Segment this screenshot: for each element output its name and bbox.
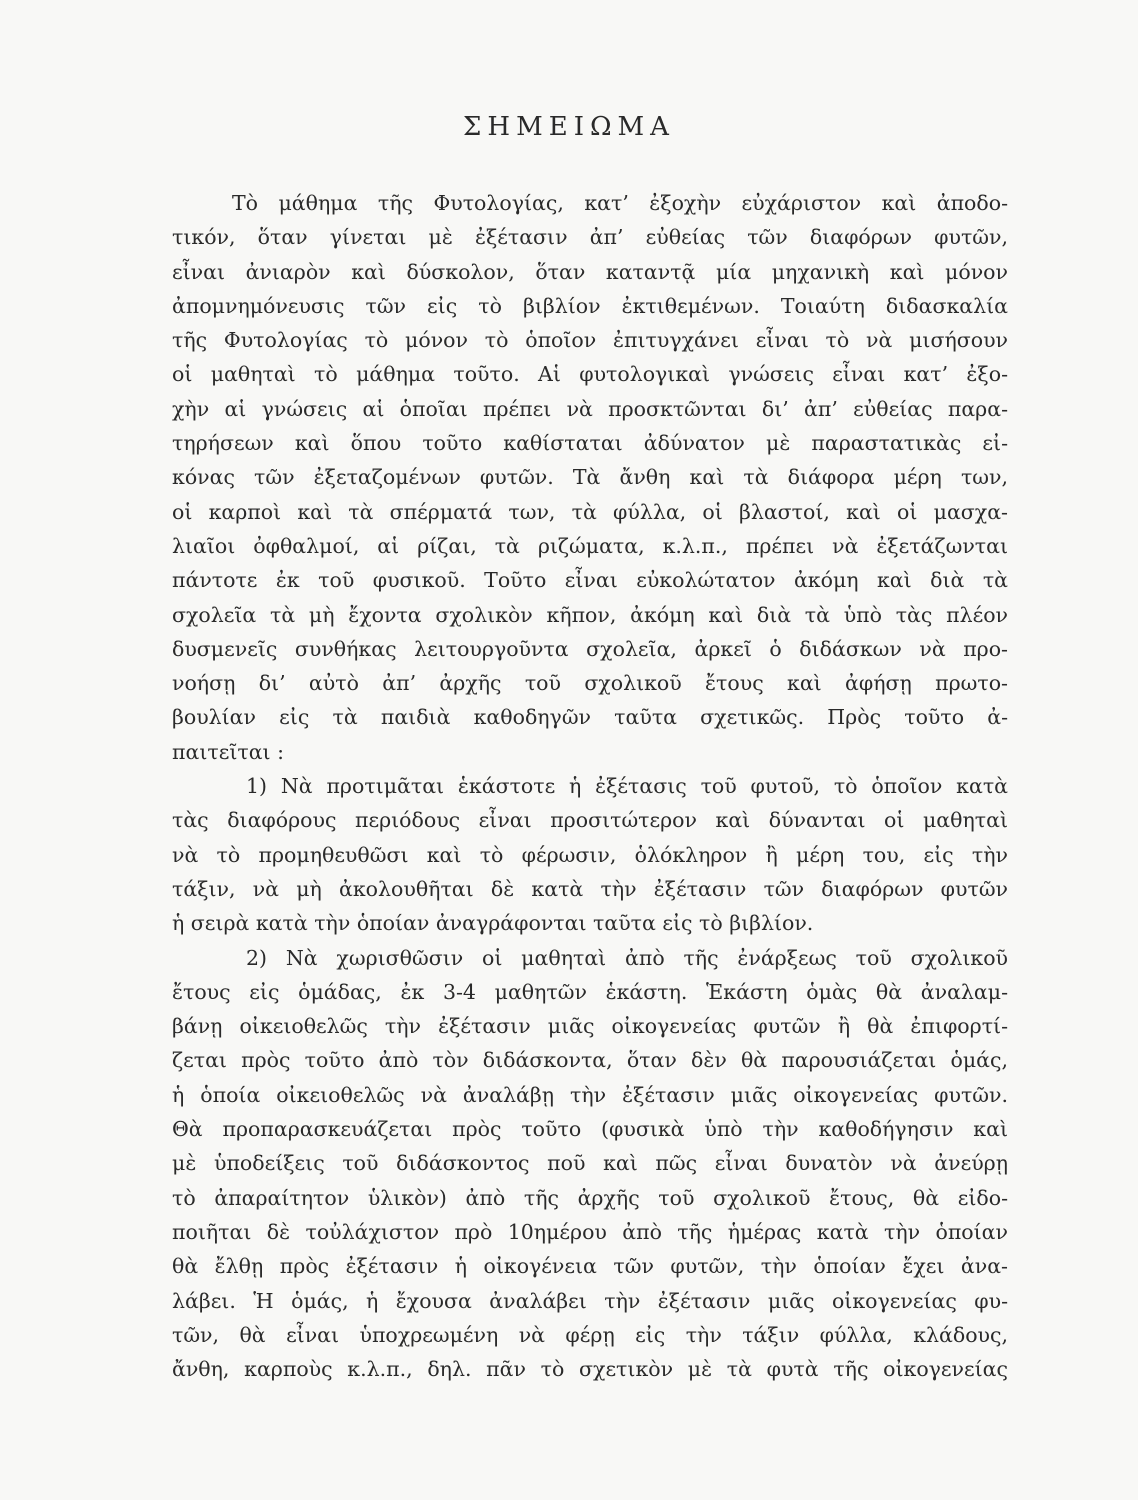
text-line: ἡ ὁποία οἰκειοθελῶς νὰ ἀναλάβῃ τὴν ἐξέτασιν μιᾶς οἰκογενείας φυτῶν. (172, 1082, 1008, 1107)
text-line: 1) Νὰ προτιμᾶται ἑκάστοτε ἡ ἐξέτασις τοῦ φυτοῦ, τὸ ὁποῖον κατὰ (246, 774, 1008, 799)
text-line: ἔτους εἰς ὁμάδας, ἐκ 3-4 μαθητῶν ἑκάστη. Ἑκάστη ὁμὰς θὰ ἀναλαμ- (172, 979, 1008, 1004)
text-line: μὲ ὑποδείξεις τοῦ διδάσκοντος ποῦ καὶ πῶς εἶναι δυνατὸν νὰ ἀνεύρῃ (172, 1151, 1008, 1176)
text-line: Θὰ προπαρασκευάζεται πρὸς τοῦτο (φυσικὰ ὑπὸ τὴν καθοδήγησιν καὶ (172, 1117, 1008, 1142)
text-line: βάνῃ οἰκειοθελῶς τὴν ἐξέτασιν μιᾶς οἰκογενείας φυτῶν ἢ θὰ ἐπιφορτί- (172, 1014, 1008, 1039)
text-line: παιτεῖται : (172, 739, 284, 764)
text-line: 2) Νὰ χωρισθῶσιν οἱ μαθηταὶ ἀπὸ τῆς ἐνάρξεως τοῦ σχολικοῦ (246, 945, 1008, 970)
text-line: βουλίαν εἰς τὰ παιδιὰ καθοδηγῶν ταῦτα σχετικῶς. Πρὸς τοῦτο ἀ- (172, 705, 1008, 730)
text-line: οἱ μαθηταὶ τὸ μάθημα τοῦτο. Αἱ φυτολογικαὶ γνώσεις εἶναι κατ’ ἐξο- (172, 362, 1008, 387)
text-line: ἀπομνημόνευσις τῶν εἰς τὸ βιβλίον ἐκτιθεμένων. Τοιαύτη διδασκαλία (172, 293, 1008, 318)
text-line: λιαῖοι ὀφθαλμοί, αἱ ρίζαι, τὰ ριζώματα, κ.λ.π., πρέπει νὰ ἐξετάζωνται (172, 533, 1008, 558)
text-line: κόνας τῶν ἐξεταζομένων φυτῶν. Τὰ ἄνθη καὶ τὰ διάφορα μέρη των, (172, 465, 1008, 490)
text-line: ζεται πρὸς τοῦτο ἀπὸ τὸν διδάσκοντα, ὅταν δὲν θὰ παρουσιάζεται ὁμάς, (172, 1048, 1008, 1073)
text-line: πάντοτε ἐκ τοῦ φυσικοῦ. Τοῦτο εἶναι εὐκολώτατον ἀκόμη καὶ διὰ τὰ (172, 568, 1008, 593)
text-line: Τὸ μάθημα τῆς Φυτολογίας, κατ’ ἐξοχὴν εὐχάριστον καὶ ἀποδο- (232, 191, 1008, 215)
text-line: δυσμενεῖς συνθήκας λειτουργοῦντα σχολεῖα, ἀρκεῖ ὁ διδάσκων νὰ προ- (172, 636, 1008, 661)
text-line: τικόν, ὅταν γίνεται μὲ ἐξέτασιν ἀπ’ εὐθείας τῶν διαφόρων φυτῶν, (172, 225, 1008, 250)
text-line: τῆς Φυτολογίας τὸ μόνον τὸ ὁποῖον ἐπιτυγχάνει εἶναι τὸ νὰ μισήσουν (172, 328, 1008, 353)
text-line: τῶν, θὰ εἶναι ὑποχρεωμένη νὰ φέρῃ εἰς τὴν τάξιν φύλλα, κλάδους, (172, 1322, 1008, 1347)
body-text (172, 186, 1008, 1386)
text-line: τηρήσεων καὶ ὅπου τοῦτο καθίσταται ἀδύνατον μὲ παραστατικὰς εἰ- (172, 431, 1008, 456)
text-line: εἶναι ἀνιαρὸν καὶ δύσκολον, ὅταν καταντᾷ μία μηχανικὴ καὶ μόνον (172, 259, 1008, 284)
text-line: σχολεῖα τὰ μὴ ἔχοντα σχολικὸν κῆπον, ἀκόμη καὶ διὰ τὰ ὑπὸ τὰς πλέον (172, 602, 1008, 627)
text-line: νοήσῃ δι’ αὐτὸ ἀπ’ ἀρχῆς τοῦ σχολικοῦ ἔτους καὶ ἀφήσῃ πρωτο- (172, 671, 1008, 696)
text-line: λάβει. Ἡ ὁμάς, ἡ ἔχουσα ἀναλάβει τὴν ἐξέτασιν μιᾶς οἰκογενείας φυ- (172, 1288, 1008, 1313)
page-title: ΣΗΜΕΙΩΜΑ (463, 112, 675, 142)
text-line: ποιῆται δὲ τοὐλάχιστον πρὸ 10ημέρου ἀπὸ τῆς ἡμέρας κατὰ τὴν ὁποίαν (172, 1219, 1008, 1244)
text-line: ἄνθη, καρποὺς κ.λ.π., δηλ. πᾶν τὸ σχετικὸν μὲ τὰ φυτὰ τῆς οἰκογενείας (172, 1357, 1008, 1382)
text-line: ἡ σειρὰ κατὰ τὴν ὁποίαν ἀναγράφονται ταῦτα εἰς τὸ βιβλίον. (172, 911, 814, 936)
text-line: θὰ ἔλθῃ πρὸς ἐξέτασιν ἡ οἰκογένεια τῶν φυτῶν, τὴν ὁποίαν ἔχει ἀνα- (172, 1254, 1008, 1279)
text-line: οἱ καρποὶ καὶ τὰ σπέρματά των, τὰ φύλλα, οἱ βλαστοί, καὶ οἱ μασχα- (172, 499, 1008, 524)
text-line: νὰ τὸ προμηθευθῶσι καὶ τὸ φέρωσιν, ὁλόκληρον ἢ μέρη του, εἰς τὴν (172, 842, 1008, 867)
text-line: τάξιν, νὰ μὴ ἀκολουθῆται δὲ κατὰ τὴν ἐξέτασιν τῶν διαφόρων φυτῶν (172, 876, 1008, 901)
text-line: τὰς διαφόρους περιόδους εἶναι προσιτώτερον καὶ δύνανται οἱ μαθηταὶ (172, 808, 1008, 833)
text-line: τὸ ἀπαραίτητον ὑλικὸν) ἀπὸ τῆς ἀρχῆς τοῦ σχολικοῦ ἔτους, θὰ εἰδο- (172, 1185, 1008, 1210)
text-line: χὴν αἱ γνώσεις αἱ ὁποῖαι πρέπει νὰ προσκτῶνται δι’ ἀπ’ εὐθείας παρα- (172, 396, 1008, 421)
